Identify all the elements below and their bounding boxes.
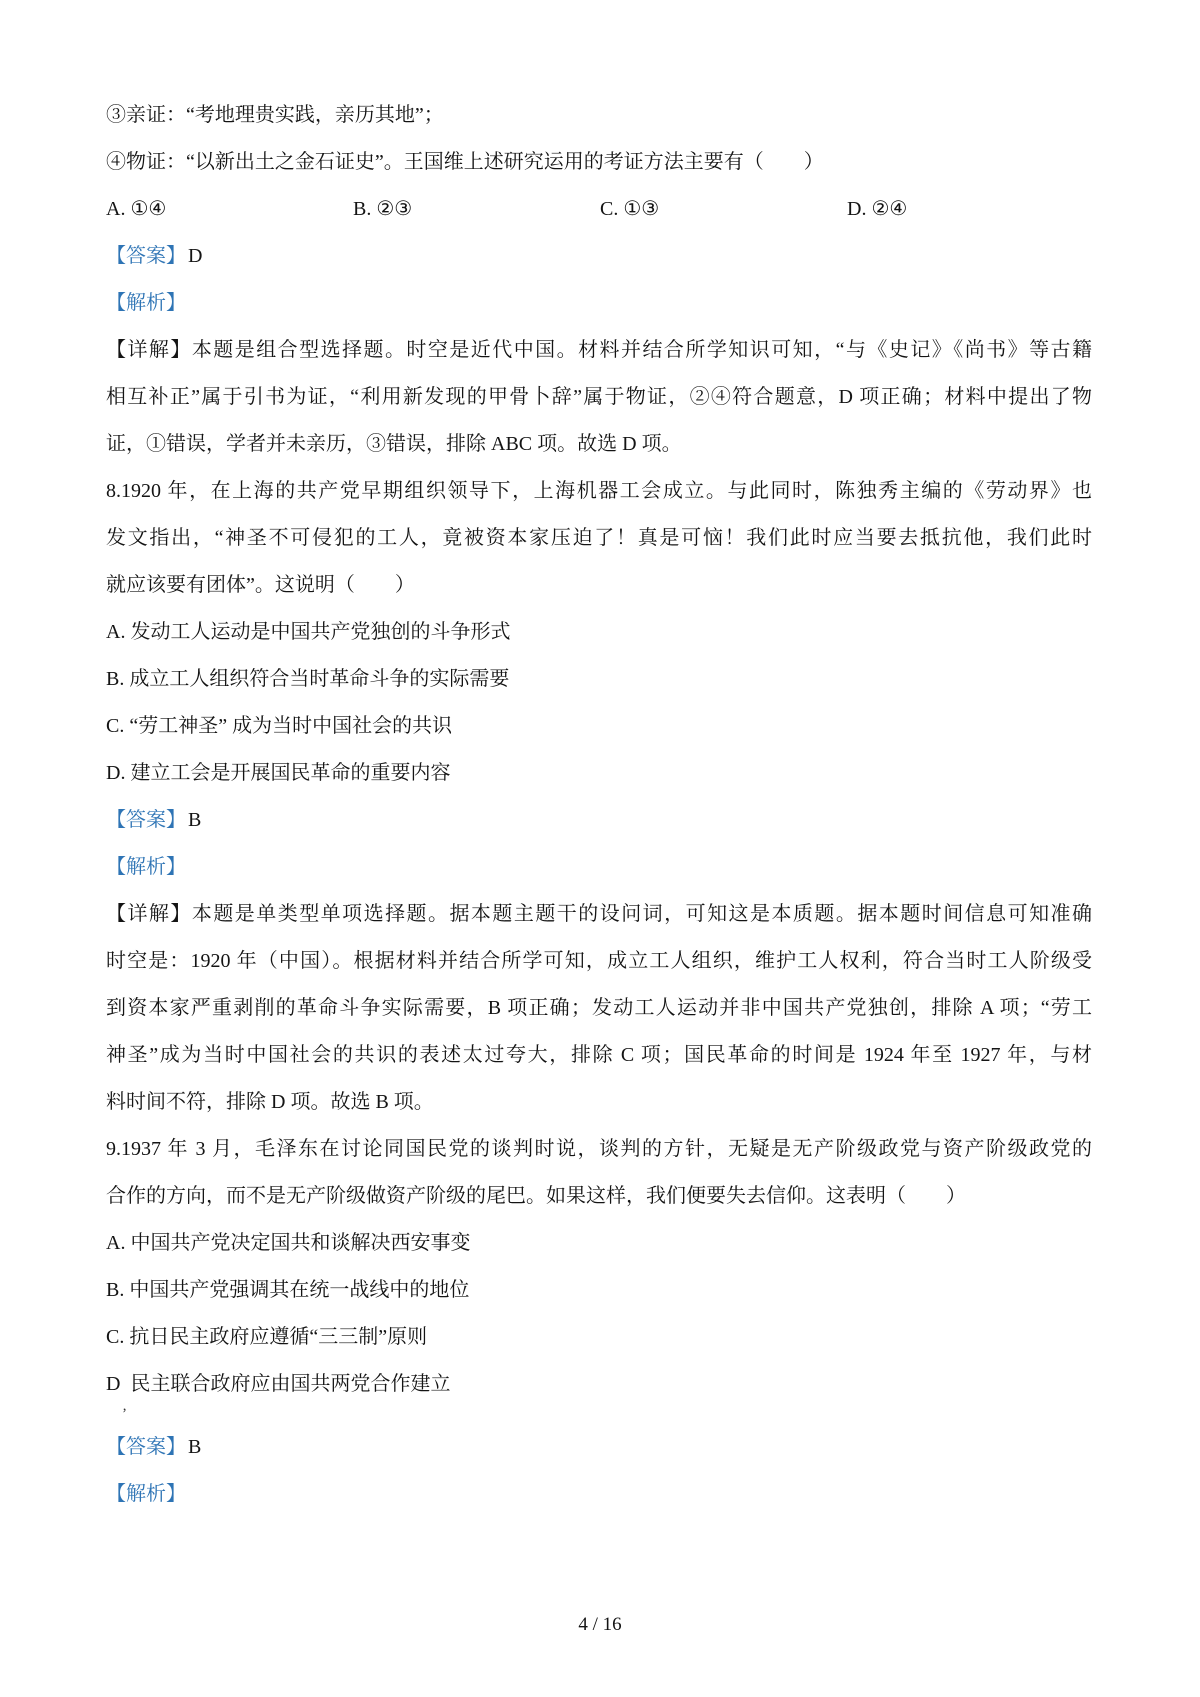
q7-option-b: B. ②③ — [353, 198, 413, 220]
q7-analysis-line — [106, 280, 1092, 327]
q8-explanation-line-3: 到资本家严重剥削的革命斗争实际需要，B 项正确；发动工人运动并非中国共产党独创，排除 A 项；“劳工 — [106, 997, 1092, 1019]
q9-analysis-label: 【解析】 — [106, 1483, 186, 1505]
q9-answer-label: 【答案】 — [106, 1436, 186, 1458]
q7-explanation-line-1: 【详解】本题是组合型选择题。时空是近代中国。材料并结合所学知识可知，“与《史记》《尚书》等古籍 — [106, 339, 1092, 361]
q8-option-c: C. “劳工神圣” 成为当时中国社会的共识 — [106, 715, 453, 737]
q9-stem-line-1: 9.1937 年 3 月，毛泽东在讨论同国民党的谈判时说，谈判的方针，无疑是无产阶级政党与资产阶级政党的 — [106, 1138, 1092, 1160]
q9-option-b: B. 中国共产党强调其在统一战线中的地位 — [106, 1279, 470, 1301]
q9-analysis-line — [106, 1471, 1092, 1518]
q7-stem-line-4: ④物证：“以新出土之金石证史”。王国维上述研究运用的考证方法主要有（ ） — [106, 151, 824, 173]
q9-stem-line-2: 合作的方向，而不是无产阶级做资产阶级的尾巴。如果这样，我们便要失去信仰。这表明（ ） — [106, 1185, 966, 1207]
q8-explanation-line-5: 料时间不符，排除 D 项。故选 B 项。 — [106, 1091, 434, 1113]
stray-mark: ’ — [122, 1406, 127, 1422]
q8-option-b: B. 成立工人组织符合当时革命斗争的实际需要 — [106, 668, 510, 690]
q7-answer-line — [106, 233, 1092, 280]
q7-analysis-label: 【解析】 — [106, 292, 186, 314]
q7-option-c: C. ①③ — [600, 198, 660, 220]
q8-stem-line-1: 8.1920 年，在上海的共产党早期组织领导下，上海机器工会成立。与此同时，陈独秀主编的《劳动界》也 — [106, 480, 1092, 502]
q7-answer-label: 【答案】 — [106, 245, 186, 267]
q8-option-d: D. 建立工会是开展国民革命的重要内容 — [106, 762, 451, 784]
q7-explanation-line-2: 相互补正”属于引书为证，“利用新发现的甲骨卜辞”属于物证，②④符合题意，D 项正确；材料中提出了物 — [106, 386, 1092, 408]
q7-option-a: A. ①④ — [106, 198, 167, 220]
q8-answer-label: 【答案】 — [106, 809, 186, 831]
q7-explanation-line-3: 证，①错误，学者并未亲历，③错误，排除 ABC 项。故选 D 项。 — [106, 433, 682, 455]
q7-options-row — [106, 186, 1092, 233]
q8-explanation-line-1: 【详解】本题是单类型单项选择题。据本题主题干的设问词，可知这是本质题。据本题时间信息可知准确 — [106, 903, 1092, 925]
q7-option-d: D. ②④ — [847, 198, 908, 220]
document-content — [106, 92, 1092, 1518]
q8-explanation-line-2: 时空是：1920 年（中国）。根据材料并结合所学可知，成立工人组织，维护工人权利，符合当时工人阶级受 — [106, 950, 1092, 972]
q8-answer-value: B — [188, 809, 202, 831]
q8-explanation-line-4: 神圣”成为当时中国社会的共识的表述太过夸大，排除 C 项；国民革命的时间是 1924 年至 1927 年，与材 — [106, 1044, 1092, 1066]
q8-analysis-line — [106, 844, 1092, 891]
q8-stem-line-3: 就应该要有团体”。这说明（ ） — [106, 574, 415, 596]
q7-answer-value: D — [188, 245, 203, 267]
page-number: 4 / 16 — [578, 1614, 622, 1635]
q8-option-a: A. 发动工人运动是中国共产党独创的斗争形式 — [106, 621, 511, 643]
q9-option-d: D 民主联合政府应由国共两党合作建立 — [106, 1373, 451, 1395]
q9-answer-value: B — [188, 1436, 202, 1458]
q9-option-a: A. 中国共产党决定国共和谈解决西安事变 — [106, 1232, 471, 1254]
q8-analysis-label: 【解析】 — [106, 856, 186, 878]
q9-option-c: C. 抗日民主政府应遵循“三三制”原则 — [106, 1326, 428, 1348]
q7-stem-line-3: ③亲证：“考地理贵实践，亲历其地”； — [106, 104, 444, 126]
q8-stem-line-2: 发文指出，“神圣不可侵犯的工人，竟被资本家压迫了！真是可恼！我们此时应当要去抵抗他，我们此时 — [106, 527, 1092, 549]
q8-answer-line — [106, 797, 1092, 844]
q9-answer-line — [106, 1424, 1092, 1471]
